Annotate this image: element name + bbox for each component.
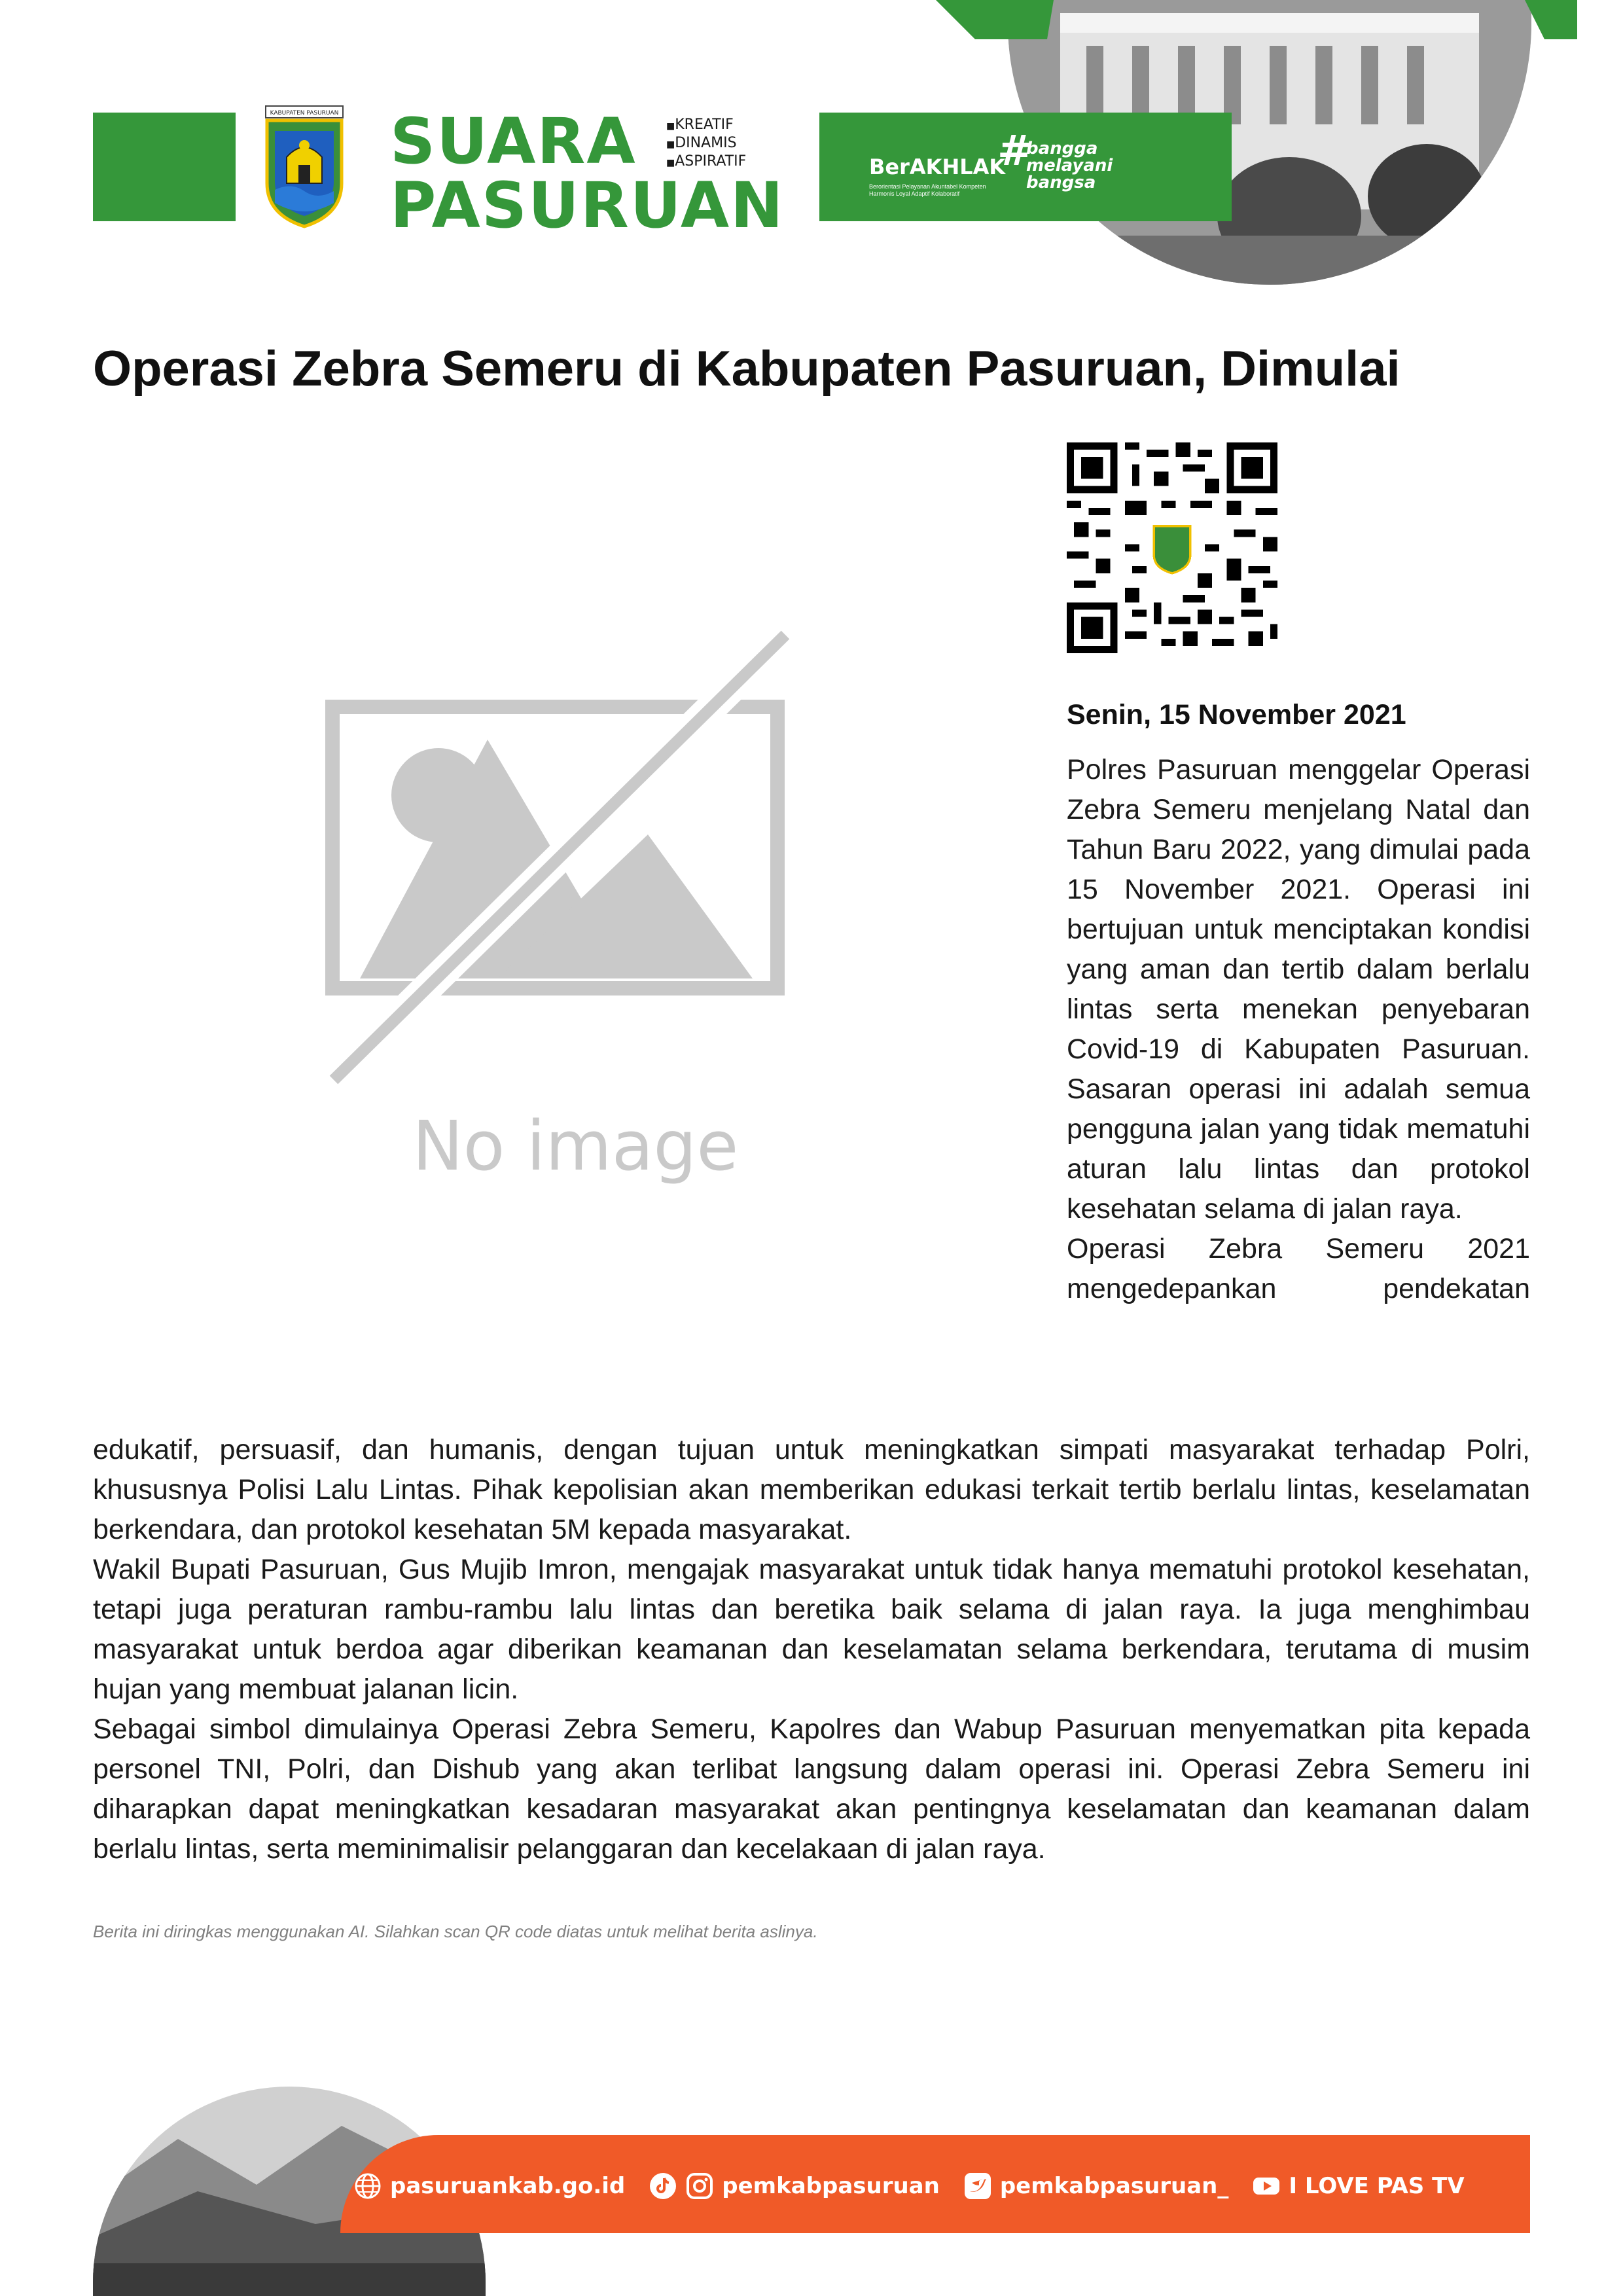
footer-youtube-label: I LOVE PAS TV bbox=[1289, 2173, 1465, 2199]
article-paragraph: Polres Pasuruan menggelar Operasi Zebra Semeru menjelang Natal dan Tahun Baru 2022, yang dimulai pada 15 November 2021. Operasi ini bertujuan untuk menciptakan kondisi yang aman dan tertib dalam berlalu lintas serta menekan penyebaran Covid-19 di Kabupaten Pasuruan. Sasaran operasi ini adalah semua pengguna jalan yang tidak mematuhi aturan lalu lintas dan protokol kesehatan selama di jalan raya. bbox=[1067, 754, 1530, 1225]
footer-contacts bbox=[353, 2166, 1488, 2206]
bangga-melayani-bangsa-logo bbox=[997, 127, 1113, 192]
twitter-icon bbox=[963, 2172, 992, 2200]
article-full-width-text bbox=[93, 1430, 1530, 1869]
article-column-text bbox=[1067, 750, 1530, 1309]
brand-line-2: PASURUAN bbox=[390, 169, 785, 242]
no-image-label: No image bbox=[412, 1106, 739, 1186]
berakhlak-logo: BerAKHLAK bbox=[869, 154, 1006, 179]
header-green-block-left bbox=[93, 113, 236, 221]
bangga-line: melayani bbox=[1026, 156, 1113, 175]
bangga-line: bangga bbox=[1026, 139, 1098, 158]
emblem-caption: KABUPATEN PASURUAN bbox=[270, 110, 339, 117]
brand-tagline bbox=[666, 117, 746, 171]
tagline-item: ■ DINAMIS bbox=[666, 135, 746, 153]
footer-twitter[interactable] bbox=[963, 2172, 1229, 2200]
article-paragraph: Sebagai simbol dimulainya Operasi Zebra Semeru, Kapolres dan Wabup Pasuruan menyematkan pita kepada personel TNI, Polri, dan Dishub yang akan terlibat langsung dalam operasi ini. Operasi Zebra Semeru ini diharapkan dapat meningkatkan kesadaran masyarakat akan pentingnya keselamatan dan keamanan dalam berlalu lintas, serta meminimalisir pelanggaran dan kecelakaan di jalan raya. bbox=[93, 1713, 1530, 1865]
footer-youtube[interactable] bbox=[1252, 2172, 1464, 2200]
article-paragraph: Wakil Bupati Pasuruan, Gus Mujib Imron, mengajak masyarakat untuk tidak hanya mematuhi protokol kesehatan, tetapi juga peraturan rambu-rambu lalu lintas dan beretika baik selama di jalan raya. Ia juga menghimbau masyarakat untuk berdoa agar diberikan keamanan dan keselamatan selama berkendara, terutama di musim hujan yang membuat jalanan licin. bbox=[93, 1554, 1530, 1705]
article-paragraph: edukatif, persuasif, dan humanis, dengan tujuan untuk meningkatkan simpati masyarakat terhadap Polri, khususnya Polisi Lalu Lintas. Pihak kepolisian akan memberikan edukasi terkait tertib berlalu lintas, keselamatan berkendara, dan protokol kesehatan 5M kepada masyarakat. bbox=[93, 1434, 1530, 1545]
footer-website-label: pasuruankab.go.id bbox=[390, 2173, 626, 2199]
globe-icon bbox=[353, 2172, 382, 2200]
bangga-line: bangsa bbox=[1026, 173, 1096, 192]
hash-icon: # bbox=[997, 127, 1033, 175]
footer-website[interactable] bbox=[353, 2172, 625, 2200]
qr-code[interactable] bbox=[1067, 442, 1277, 653]
youtube-icon bbox=[1252, 2172, 1281, 2200]
brand-line-1: SUARA bbox=[390, 105, 637, 178]
footer-twitter-label: pemkabpasuruan_ bbox=[999, 2173, 1229, 2199]
tagline-item: ■ KREATIF bbox=[666, 117, 746, 135]
footer-social-label: pemkabpasuruan bbox=[722, 2173, 940, 2199]
tiktok-icon bbox=[649, 2172, 677, 2200]
tagline-item: ■ ASPIRATIF bbox=[666, 153, 746, 171]
footer-social[interactable] bbox=[649, 2172, 940, 2200]
pasuruan-regency-emblem bbox=[262, 105, 347, 229]
ai-summary-note: Berita ini diringkas menggunakan AI. Silahkan scan QR code diatas untuk melihat berita aslinya. bbox=[93, 1922, 818, 1941]
article-date: Senin, 15 November 2021 bbox=[1067, 699, 1406, 730]
berakhlak-subtitle: Berorientasi Pelayanan Akuntabel Kompeten Harmonis Loyal Adaptif Kolaboratif bbox=[869, 183, 986, 197]
header-green-band bbox=[936, 0, 1577, 39]
article-title: Operasi Zebra Semeru di Kabupaten Pasuruan, Dimulai bbox=[93, 341, 1400, 397]
article-paragraph: Operasi Zebra Semeru 2021 mengedepankan pendekatan bbox=[1067, 1233, 1530, 1304]
instagram-icon bbox=[685, 2172, 714, 2200]
